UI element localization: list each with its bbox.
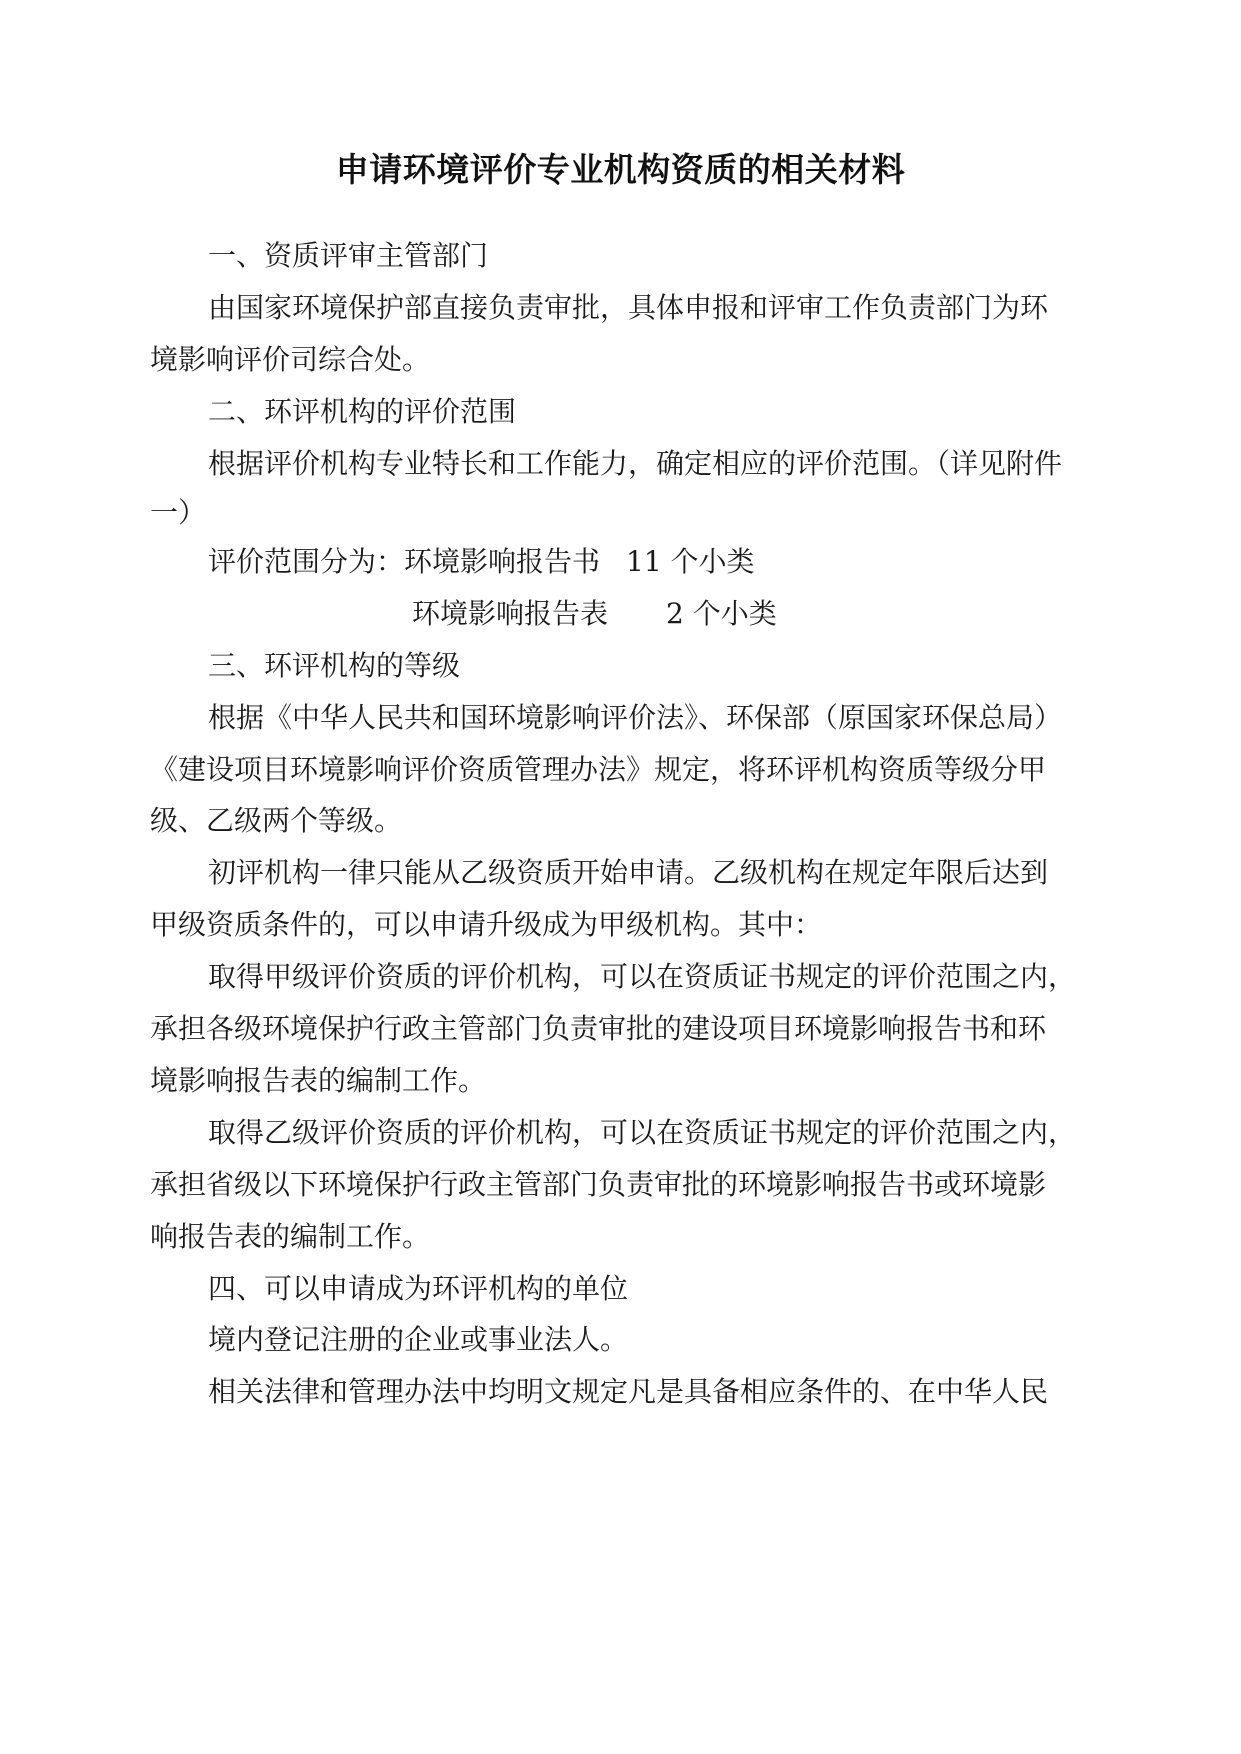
scope-report-form-count: 2 个小类: [666, 597, 777, 630]
paragraph-line: 境影响评价司综合处。: [150, 343, 431, 376]
paragraph-line: 级、乙级两个等级。: [150, 804, 403, 837]
paragraph-line: 《建设项目环境影响评价资质管理办法》规定，将环评机构资质等级分甲: [150, 753, 1047, 786]
paragraph-line: 根据《中华人民共和国环境影响评价法》、环保部（原国家环保总局）: [208, 701, 1063, 734]
paragraph-line: 承担省级以下环境保护行政主管部门负责审批的环境影响报告书或环境影: [150, 1168, 1047, 1201]
paragraph-line: 取得甲级评价资质的评价机构，可以在资质证书规定的评价范围之内，: [208, 960, 1077, 993]
paragraph-line: 取得乙级评价资质的评价机构，可以在资质证书规定的评价范围之内，: [208, 1116, 1077, 1149]
paragraph-line: 甲级资质条件的，可以申请升级成为甲级机构。其中：: [150, 908, 823, 941]
scope-report-book-count: 11 个小类: [626, 545, 755, 578]
paragraph-line: 承担各级环境保护行政主管部门负责审批的建设项目环境影响报告书和环: [150, 1012, 1047, 1045]
paragraph-line: 相关法律和管理办法中均明文规定凡是具备相应条件的、在中华人民: [208, 1375, 1049, 1408]
scope-row-report-form: [412, 594, 1241, 634]
paragraph-line: 根据评价机构专业特长和工作能力，确定相应的评价范围。（详见附件: [208, 447, 1063, 480]
paragraph-line: 响报告表的编制工作。: [150, 1220, 431, 1253]
section-heading-1: 一、资质评审主管部门: [208, 239, 489, 272]
section-heading-2: 二、环评机构的评价范围: [208, 395, 517, 428]
scope-label: 评价范围分为：: [208, 545, 405, 578]
paragraph-line: 境影响报告表的编制工作。: [150, 1064, 487, 1097]
scope-report-form: 环境影响报告表: [412, 597, 609, 630]
paragraph-line: 初评机构一律只能从乙级资质开始申请。乙级机构在规定年限后达到: [208, 856, 1049, 889]
section-heading-3: 三、环评机构的等级: [208, 649, 461, 682]
paragraph-line: 境内登记注册的企业或事业法人。: [208, 1323, 629, 1356]
scope-report-book: 环境影响报告书: [404, 545, 601, 578]
document-title: 申请环境评价专业机构资质的相关材料: [335, 150, 906, 189]
section-heading-4: 四、可以申请成为环评机构的单位: [208, 1272, 629, 1305]
paragraph-line: 由国家环境保护部直接负责审批，具体申报和评审工作负责部门为环: [208, 291, 1049, 324]
scope-row-report-book: [208, 542, 1158, 582]
paragraph-line: 一）: [150, 496, 207, 529]
